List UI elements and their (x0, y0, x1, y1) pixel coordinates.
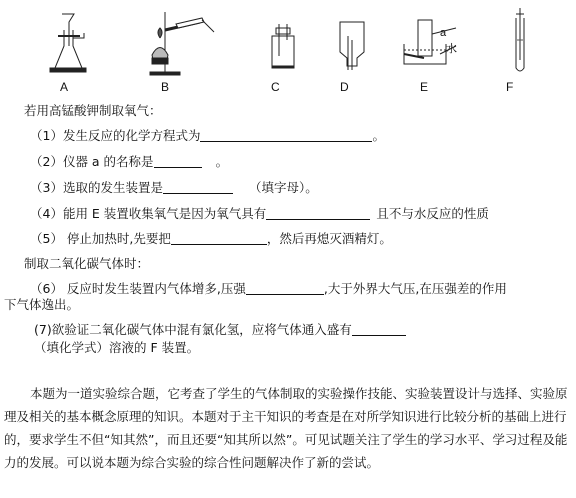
question-2: （2）仪器 a 的名称是 。 (30, 154, 229, 169)
question-5: （5） 停止加热时,先要把 ，然后再熄灭酒精灯。 (30, 231, 392, 246)
question-4: （4）能用 E 装置收集氧气是因为氧气具有 且不与水反应的性质 (30, 206, 489, 221)
label-apparatus-a: A (60, 80, 69, 94)
label-apparatus-c: C (271, 80, 280, 94)
label-apparatus-e: E (420, 80, 429, 94)
apparatus-c-upright-bottle (272, 24, 294, 68)
question-6-line2: 下气体逸出。 (4, 297, 80, 312)
answer-blank-6[interactable] (246, 282, 324, 295)
question-3: （3）选取的发生装置是 （填字母）。 (30, 180, 318, 195)
label-water-annotation: 水 (446, 43, 457, 55)
question-1: （1）发生反应的化学方程式为 。 (30, 128, 385, 143)
answer-blank-2[interactable] (154, 155, 202, 168)
answer-blank-4[interactable] (266, 207, 370, 220)
label-apparatus-f: F (506, 80, 514, 94)
question-7: (7)欲验证二氧化碳气体中混有氯化氢，应将气体通入盛有 (34, 322, 406, 338)
question-6: （6） 反应时发生装置内气体增多,压强 ,大于外界大气压,在压强差的作用 (30, 281, 507, 296)
question-7-line2: （填化学式）溶液的 F 装置。 (34, 340, 200, 355)
apparatus-figure (0, 0, 576, 96)
commentary-paragraph: 本题为一道实验综合题，它考查了学生的气体制取的实验操作技能、实验装置设计与选择、实验原理及相关的基本概念原理的知识。本题对于主干知识的考查是在对所学知识进行比较分析的基础上进行的，要求学生不但“知其然”，而且还要“知其所以然”。可见试题关注了学生的学习水平、学习过程及能力的发展。可以说本题为综合实验的综合性问题解决作了新的尝试。 (4, 386, 568, 470)
intro-kmno4: 若用高锰酸钾制取氧气： (24, 103, 162, 118)
answer-blank-7[interactable] (352, 323, 406, 336)
apparatus-f-test-tube (516, 8, 524, 71)
intro-co2: 制取二氧化碳气体时： (24, 256, 150, 271)
answer-blank-3[interactable] (163, 181, 233, 194)
apparatus-a-flask-funnel (50, 14, 86, 72)
answer-blank-5[interactable] (171, 232, 267, 245)
label-a-annotation: a (440, 27, 447, 39)
label-apparatus-b: B (161, 80, 170, 94)
apparatus-d-inverted-bottle (340, 22, 364, 70)
label-apparatus-d: D (340, 80, 349, 94)
apparatus-b-heated-test-tube (150, 12, 214, 75)
answer-blank-1[interactable] (200, 129, 372, 142)
